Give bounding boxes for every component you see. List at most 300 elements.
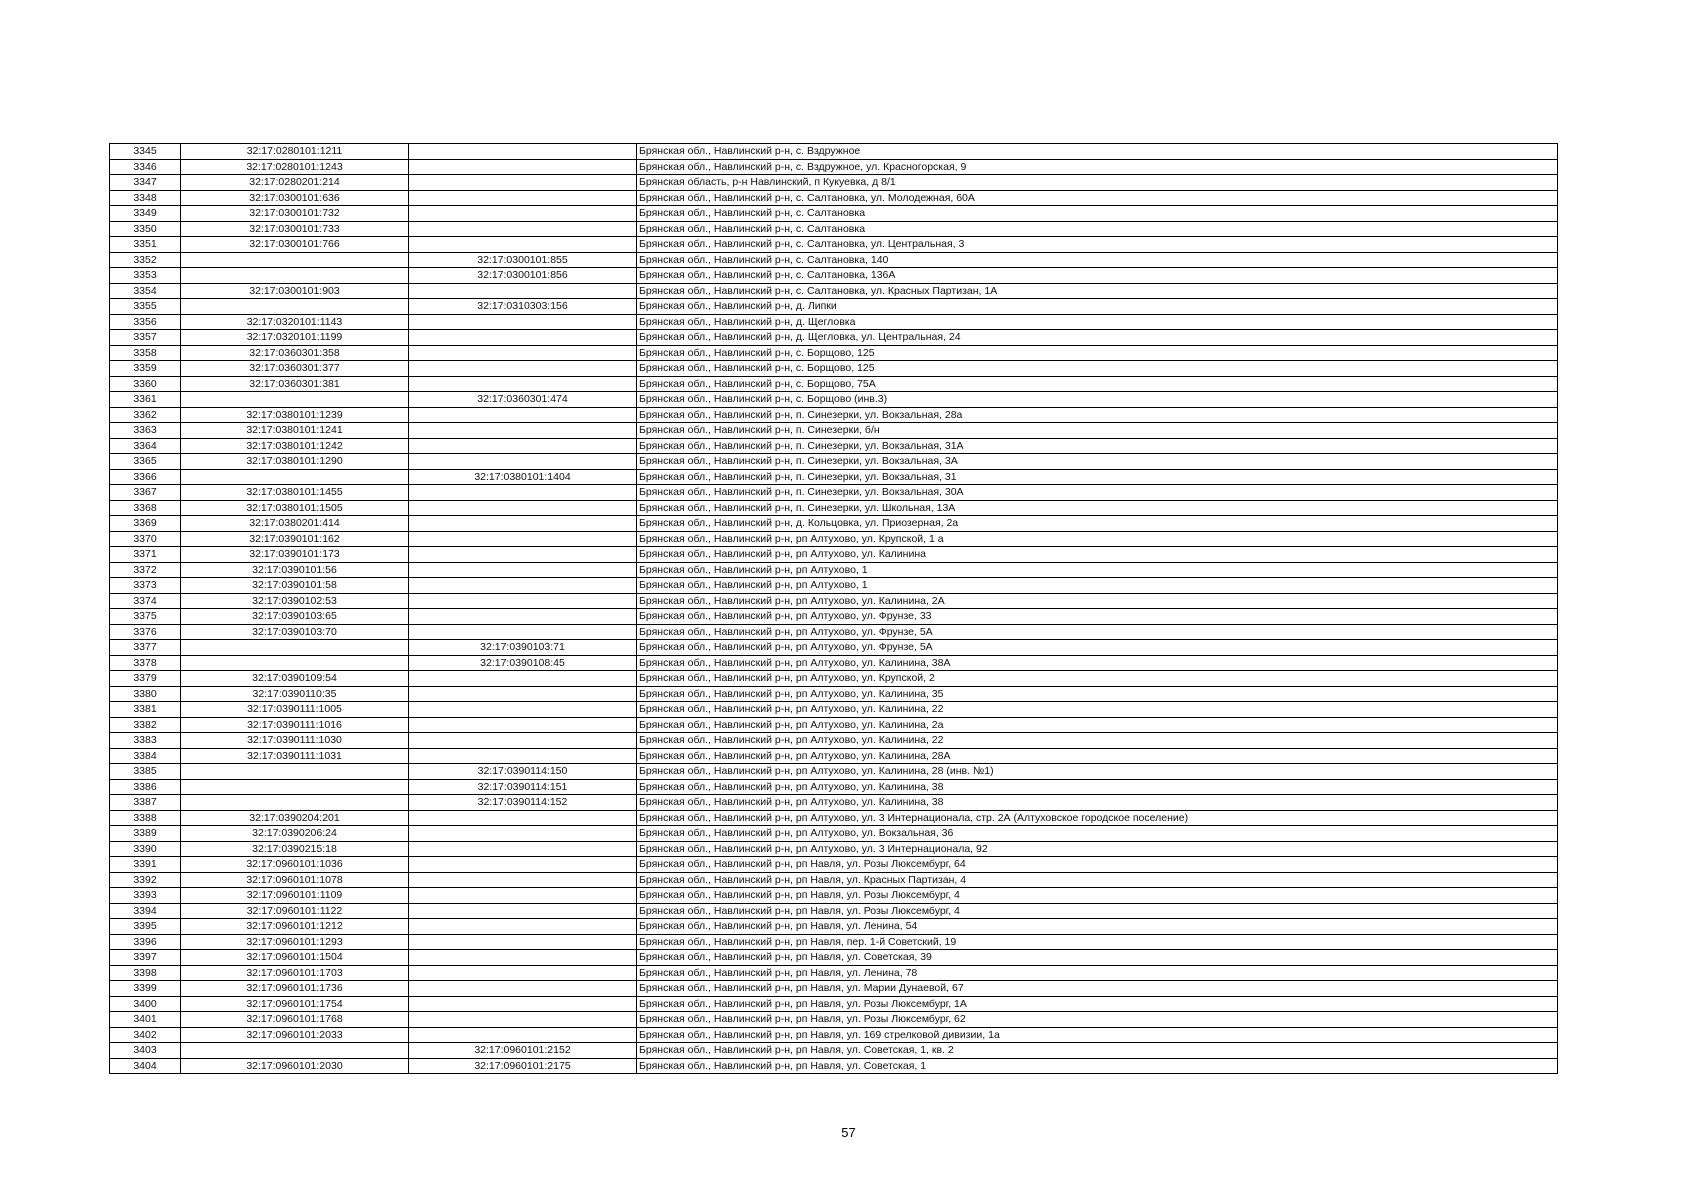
parcel-cadastral-number-cell: 32:17:0360301:474 bbox=[409, 392, 637, 408]
table-row bbox=[110, 330, 1558, 346]
parcel-cadastral-number-cell: 32:17:0390114:150 bbox=[409, 764, 637, 780]
table-row bbox=[110, 826, 1558, 842]
cadastral-number-cell: 32:17:0280201:214 bbox=[181, 175, 409, 191]
table-row bbox=[110, 252, 1558, 268]
row-number-cell: 3376 bbox=[110, 624, 181, 640]
row-number-cell: 3393 bbox=[110, 888, 181, 904]
row-number-cell: 3372 bbox=[110, 562, 181, 578]
table-row bbox=[110, 175, 1558, 191]
row-number-cell: 3404 bbox=[110, 1058, 181, 1074]
table-row bbox=[110, 469, 1558, 485]
cadastral-number-cell: 32:17:0380101:1505 bbox=[181, 500, 409, 516]
row-number-cell: 3356 bbox=[110, 314, 181, 330]
table-row bbox=[110, 888, 1558, 904]
address-cell: Брянская обл., Навлинский р-н, рп Навля, ул. Советская, 39 bbox=[637, 950, 1558, 966]
address-cell: Брянская обл., Навлинский р-н, рп Алтухово, ул. Фрунзе, 5А bbox=[637, 624, 1558, 640]
table-row bbox=[110, 268, 1558, 284]
address-cell: Брянская обл., Навлинский р-н, д. Щегловка, ул. Центральная, 24 bbox=[637, 330, 1558, 346]
address-cell: Брянская обл., Навлинский р-н, с. Борщово, 125 bbox=[637, 361, 1558, 377]
table-row bbox=[110, 950, 1558, 966]
table-row bbox=[110, 237, 1558, 253]
table-row bbox=[110, 1012, 1558, 1028]
parcel-cadastral-number-cell bbox=[409, 547, 637, 563]
cadastral-number-cell bbox=[181, 1043, 409, 1059]
row-number-cell: 3357 bbox=[110, 330, 181, 346]
row-number-cell: 3383 bbox=[110, 733, 181, 749]
parcel-cadastral-number-cell bbox=[409, 361, 637, 377]
row-number-cell: 3363 bbox=[110, 423, 181, 439]
cadastral-number-cell: 32:17:0360301:358 bbox=[181, 345, 409, 361]
row-number-cell: 3369 bbox=[110, 516, 181, 532]
row-number-cell: 3349 bbox=[110, 206, 181, 222]
row-number-cell: 3403 bbox=[110, 1043, 181, 1059]
address-cell: Брянская обл., Навлинский р-н, рп Навля, пер. 1-й Советский, 19 bbox=[637, 934, 1558, 950]
table-row bbox=[110, 717, 1558, 733]
cadastral-number-cell: 32:17:0960101:1036 bbox=[181, 857, 409, 873]
cadastral-number-cell: 32:17:0960101:1212 bbox=[181, 919, 409, 935]
table-row bbox=[110, 702, 1558, 718]
row-number-cell: 3351 bbox=[110, 237, 181, 253]
parcel-cadastral-number-cell bbox=[409, 1012, 637, 1028]
parcel-cadastral-number-cell bbox=[409, 144, 637, 160]
cadastral-number-cell: 32:17:0390215:18 bbox=[181, 841, 409, 857]
row-number-cell: 3364 bbox=[110, 438, 181, 454]
cadastral-number-cell: 32:17:0380101:1241 bbox=[181, 423, 409, 439]
parcel-cadastral-number-cell bbox=[409, 407, 637, 423]
address-cell: Брянская обл., Навлинский р-н, п. Синезерки, ул. Вокзальная, 28а bbox=[637, 407, 1558, 423]
row-number-cell: 3350 bbox=[110, 221, 181, 237]
cadastral-number-cell: 32:17:0390101:173 bbox=[181, 547, 409, 563]
parcel-cadastral-number-cell bbox=[409, 593, 637, 609]
parcel-cadastral-number-cell bbox=[409, 624, 637, 640]
table-row bbox=[110, 299, 1558, 315]
address-cell: Брянская обл., Навлинский р-н, д. Щегловка bbox=[637, 314, 1558, 330]
cadastral-number-cell: 32:17:0300101:903 bbox=[181, 283, 409, 299]
address-cell: Брянская обл., Навлинский р-н, рп Алтухово, ул. Калинина, 2А bbox=[637, 593, 1558, 609]
parcel-cadastral-number-cell bbox=[409, 810, 637, 826]
address-cell: Брянская обл., Навлинский р-н, рп Навля, ул. Розы Люксембург, 4 bbox=[637, 888, 1558, 904]
row-number-cell: 3365 bbox=[110, 454, 181, 470]
address-cell: Брянская обл., Навлинский р-н, рп Алтухово, ул. Калинина, 22 bbox=[637, 702, 1558, 718]
address-cell: Брянская обл., Навлинский р-н, рп Алтухово, ул. Крупской, 1 а bbox=[637, 531, 1558, 547]
row-number-cell: 3396 bbox=[110, 934, 181, 950]
parcel-cadastral-number-cell: 32:17:0300101:855 bbox=[409, 252, 637, 268]
address-cell: Брянская обл., Навлинский р-н, с. Борщово, 75А bbox=[637, 376, 1558, 392]
address-cell: Брянская обл., Навлинский р-н, рп Алтухово, 1 bbox=[637, 562, 1558, 578]
row-number-cell: 3366 bbox=[110, 469, 181, 485]
parcel-cadastral-number-cell: 32:17:0960101:2152 bbox=[409, 1043, 637, 1059]
parcel-cadastral-number-cell bbox=[409, 562, 637, 578]
address-cell: Брянская обл., Навлинский р-н, с. Борщово, 125 bbox=[637, 345, 1558, 361]
address-cell: Брянская обл., Навлинский р-н, рп Алтухово, ул. Вокзальная, 36 bbox=[637, 826, 1558, 842]
cadastral-number-cell: 32:17:0280101:1243 bbox=[181, 159, 409, 175]
parcel-cadastral-number-cell bbox=[409, 841, 637, 857]
table-body bbox=[110, 144, 1558, 1074]
row-number-cell: 3374 bbox=[110, 593, 181, 609]
address-cell: Брянская обл., Навлинский р-н, рп Алтухово, ул. Калинина, 35 bbox=[637, 686, 1558, 702]
row-number-cell: 3397 bbox=[110, 950, 181, 966]
row-number-cell: 3384 bbox=[110, 748, 181, 764]
cadastral-number-cell bbox=[181, 268, 409, 284]
row-number-cell: 3373 bbox=[110, 578, 181, 594]
table-row bbox=[110, 593, 1558, 609]
parcel-cadastral-number-cell bbox=[409, 454, 637, 470]
parcel-cadastral-number-cell bbox=[409, 702, 637, 718]
row-number-cell: 3392 bbox=[110, 872, 181, 888]
cadastral-number-cell bbox=[181, 764, 409, 780]
cadastral-number-cell: 32:17:0960101:1293 bbox=[181, 934, 409, 950]
address-cell: Брянская обл., Навлинский р-н, рп Алтухово, ул. Крупской, 2 bbox=[637, 671, 1558, 687]
cadastral-number-cell: 32:17:0380101:1242 bbox=[181, 438, 409, 454]
parcel-cadastral-number-cell bbox=[409, 903, 637, 919]
address-cell: Брянская обл., Навлинский р-н, рп Алтухово, 1 bbox=[637, 578, 1558, 594]
row-number-cell: 3362 bbox=[110, 407, 181, 423]
table-row bbox=[110, 609, 1558, 625]
parcel-cadastral-number-cell bbox=[409, 221, 637, 237]
table-row bbox=[110, 345, 1558, 361]
cadastral-number-cell bbox=[181, 655, 409, 671]
row-number-cell: 3389 bbox=[110, 826, 181, 842]
table-row bbox=[110, 779, 1558, 795]
row-number-cell: 3353 bbox=[110, 268, 181, 284]
address-cell: Брянская обл., Навлинский р-н, рп Алтухово, ул. Калинина, 38 bbox=[637, 779, 1558, 795]
address-cell: Брянская обл., Навлинский р-н, рп Алтухово, ул. 3 Интернационала, стр. 2А (Алтуховское городское поселение) bbox=[637, 810, 1558, 826]
cadastral-number-cell: 32:17:0390111:1016 bbox=[181, 717, 409, 733]
table-row bbox=[110, 454, 1558, 470]
table-row bbox=[110, 1027, 1558, 1043]
row-number-cell: 3352 bbox=[110, 252, 181, 268]
table-row bbox=[110, 872, 1558, 888]
parcel-cadastral-number-cell bbox=[409, 686, 637, 702]
table-row bbox=[110, 996, 1558, 1012]
parcel-cadastral-number-cell bbox=[409, 330, 637, 346]
table-row bbox=[110, 686, 1558, 702]
row-number-cell: 3360 bbox=[110, 376, 181, 392]
address-cell: Брянская обл., Навлинский р-н, рп Алтухово, ул. Калинина, 38 bbox=[637, 795, 1558, 811]
cadastral-number-cell bbox=[181, 392, 409, 408]
table-row bbox=[110, 547, 1558, 563]
cadastral-number-cell: 32:17:0300101:733 bbox=[181, 221, 409, 237]
parcel-cadastral-number-cell bbox=[409, 438, 637, 454]
parcel-cadastral-number-cell bbox=[409, 934, 637, 950]
table-row bbox=[110, 578, 1558, 594]
cadastral-number-cell: 32:17:0390111:1031 bbox=[181, 748, 409, 764]
parcel-cadastral-number-cell bbox=[409, 376, 637, 392]
row-number-cell: 3381 bbox=[110, 702, 181, 718]
parcel-cadastral-number-cell: 32:17:0390103:71 bbox=[409, 640, 637, 656]
cadastral-number-cell: 32:17:0320101:1199 bbox=[181, 330, 409, 346]
address-cell: Брянская обл., Навлинский р-н, с. Вздружное bbox=[637, 144, 1558, 160]
parcel-cadastral-number-cell: 32:17:0960101:2175 bbox=[409, 1058, 637, 1074]
table-row bbox=[110, 392, 1558, 408]
address-cell: Брянская обл., Навлинский р-н, с. Салтановка, ул. Красных Партизан, 1А bbox=[637, 283, 1558, 299]
parcel-cadastral-number-cell bbox=[409, 888, 637, 904]
cadastral-number-cell bbox=[181, 469, 409, 485]
address-cell: Брянская обл., Навлинский р-н, с. Салтановка, 136А bbox=[637, 268, 1558, 284]
row-number-cell: 3377 bbox=[110, 640, 181, 656]
table-row bbox=[110, 500, 1558, 516]
address-cell: Брянская обл., Навлинский р-н, рп Навля, ул. Розы Люксембург, 4 bbox=[637, 903, 1558, 919]
table-row bbox=[110, 857, 1558, 873]
row-number-cell: 3380 bbox=[110, 686, 181, 702]
parcel-cadastral-number-cell bbox=[409, 516, 637, 532]
row-number-cell: 3347 bbox=[110, 175, 181, 191]
table-row bbox=[110, 655, 1558, 671]
table-row bbox=[110, 965, 1558, 981]
table-row bbox=[110, 981, 1558, 997]
address-cell: Брянская обл., Навлинский р-н, с. Борщово (инв.3) bbox=[637, 392, 1558, 408]
address-cell: Брянская обл., Навлинский р-н, п. Синезерки, ул. Вокзальная, 31 bbox=[637, 469, 1558, 485]
parcel-cadastral-number-cell bbox=[409, 175, 637, 191]
address-cell: Брянская обл., Навлинский р-н, рп Алтухово, ул. Калинина, 38А bbox=[637, 655, 1558, 671]
cadastral-number-cell bbox=[181, 795, 409, 811]
address-cell: Брянская обл., Навлинский р-н, с. Салтановка, ул. Молодежная, 60А bbox=[637, 190, 1558, 206]
address-cell: Брянская обл., Навлинский р-н, рп Навля, ул. Советская, 1, кв. 2 bbox=[637, 1043, 1558, 1059]
address-cell: Брянская обл., Навлинский р-н, рп Алтухово, ул. 3 Интернационала, 92 bbox=[637, 841, 1558, 857]
address-cell: Брянская обл., Навлинский р-н, рп Алтухово, ул. Калинина, 28А bbox=[637, 748, 1558, 764]
row-number-cell: 3395 bbox=[110, 919, 181, 935]
address-cell: Брянская обл., Навлинский р-н, рп Навля, ул. Розы Люксембург, 1А bbox=[637, 996, 1558, 1012]
row-number-cell: 3398 bbox=[110, 965, 181, 981]
row-number-cell: 3370 bbox=[110, 531, 181, 547]
address-cell: Брянская обл., Навлинский р-н, д. Липки bbox=[637, 299, 1558, 315]
address-cell: Брянская обл., Навлинский р-н, с. Салтановка bbox=[637, 206, 1558, 222]
parcel-cadastral-number-cell bbox=[409, 965, 637, 981]
table-row bbox=[110, 562, 1558, 578]
address-cell: Брянская обл., Навлинский р-н, с. Салтановка bbox=[637, 221, 1558, 237]
address-cell: Брянская обл., Навлинский р-н, рп Алтухово, ул. Калинина bbox=[637, 547, 1558, 563]
row-number-cell: 3399 bbox=[110, 981, 181, 997]
row-number-cell: 3388 bbox=[110, 810, 181, 826]
address-cell: Брянская обл., Навлинский р-н, рп Алтухово, ул. Калинина, 28 (инв. №1) bbox=[637, 764, 1558, 780]
row-number-cell: 3391 bbox=[110, 857, 181, 873]
table-row bbox=[110, 314, 1558, 330]
parcel-cadastral-number-cell bbox=[409, 857, 637, 873]
row-number-cell: 3375 bbox=[110, 609, 181, 625]
cadastral-number-cell: 32:17:0320101:1143 bbox=[181, 314, 409, 330]
parcel-cadastral-number-cell bbox=[409, 578, 637, 594]
cadastral-number-cell: 32:17:0390103:70 bbox=[181, 624, 409, 640]
cadastral-number-cell: 32:17:0300101:636 bbox=[181, 190, 409, 206]
row-number-cell: 3394 bbox=[110, 903, 181, 919]
table-row bbox=[110, 640, 1558, 656]
cadastral-number-cell: 32:17:0380101:1455 bbox=[181, 485, 409, 501]
row-number-cell: 3354 bbox=[110, 283, 181, 299]
row-number-cell: 3361 bbox=[110, 392, 181, 408]
cadastral-number-cell: 32:17:0390109:54 bbox=[181, 671, 409, 687]
row-number-cell: 3387 bbox=[110, 795, 181, 811]
parcel-cadastral-number-cell bbox=[409, 748, 637, 764]
cadastral-number-cell: 32:17:0360301:381 bbox=[181, 376, 409, 392]
cadastral-number-cell: 32:17:0380101:1290 bbox=[181, 454, 409, 470]
row-number-cell: 3400 bbox=[110, 996, 181, 1012]
parcel-cadastral-number-cell bbox=[409, 1027, 637, 1043]
address-cell: Брянская обл., Навлинский р-н, п. Синезерки, ул. Школьная, 13А bbox=[637, 500, 1558, 516]
parcel-cadastral-number-cell bbox=[409, 190, 637, 206]
cadastral-number-cell: 32:17:0960101:2033 bbox=[181, 1027, 409, 1043]
parcel-cadastral-number-cell bbox=[409, 996, 637, 1012]
row-number-cell: 3378 bbox=[110, 655, 181, 671]
table-row bbox=[110, 516, 1558, 532]
property-register-table bbox=[109, 143, 1558, 1074]
cadastral-number-cell: 32:17:0390102:53 bbox=[181, 593, 409, 609]
cadastral-number-cell: 32:17:0380201:414 bbox=[181, 516, 409, 532]
parcel-cadastral-number-cell bbox=[409, 206, 637, 222]
table-row bbox=[110, 376, 1558, 392]
parcel-cadastral-number-cell bbox=[409, 485, 637, 501]
parcel-cadastral-number-cell bbox=[409, 423, 637, 439]
cadastral-number-cell: 32:17:0960101:1754 bbox=[181, 996, 409, 1012]
address-cell: Брянская обл., Навлинский р-н, с. Салтановка, 140 bbox=[637, 252, 1558, 268]
cadastral-number-cell bbox=[181, 640, 409, 656]
table-row bbox=[110, 485, 1558, 501]
cadastral-number-cell: 32:17:0390206:24 bbox=[181, 826, 409, 842]
address-cell: Брянская область, р-н Навлинский, п Кукуевка, д 8/1 bbox=[637, 175, 1558, 191]
parcel-cadastral-number-cell bbox=[409, 671, 637, 687]
address-cell: Брянская обл., Навлинский р-н, рп Алтухово, ул. Фрунзе, 5А bbox=[637, 640, 1558, 656]
row-number-cell: 3386 bbox=[110, 779, 181, 795]
table-row bbox=[110, 361, 1558, 377]
cadastral-number-cell: 32:17:0390101:162 bbox=[181, 531, 409, 547]
table-row bbox=[110, 531, 1558, 547]
cadastral-number-cell: 32:17:0960101:1109 bbox=[181, 888, 409, 904]
row-number-cell: 3390 bbox=[110, 841, 181, 857]
address-cell: Брянская обл., Навлинский р-н, рп Алтухово, ул. Калинина, 22 bbox=[637, 733, 1558, 749]
parcel-cadastral-number-cell bbox=[409, 609, 637, 625]
address-cell: Брянская обл., Навлинский р-н, п. Синезерки, ул. Вокзальная, 31А bbox=[637, 438, 1558, 454]
table-row bbox=[110, 221, 1558, 237]
address-cell: Брянская обл., Навлинский р-н, рп Алтухово, ул. Калинина, 2а bbox=[637, 717, 1558, 733]
parcel-cadastral-number-cell bbox=[409, 345, 637, 361]
cadastral-number-cell: 32:17:0300101:732 bbox=[181, 206, 409, 222]
address-cell: Брянская обл., Навлинский р-н, рп Навля, ул. Ленина, 54 bbox=[637, 919, 1558, 935]
address-cell: Брянская обл., Навлинский р-н, с. Вздружное, ул. Красногорская, 9 bbox=[637, 159, 1558, 175]
cadastral-number-cell: 32:17:0960101:1768 bbox=[181, 1012, 409, 1028]
cadastral-number-cell: 32:17:0380101:1239 bbox=[181, 407, 409, 423]
parcel-cadastral-number-cell bbox=[409, 717, 637, 733]
parcel-cadastral-number-cell bbox=[409, 919, 637, 935]
parcel-cadastral-number-cell: 32:17:0380101:1404 bbox=[409, 469, 637, 485]
table-row bbox=[110, 438, 1558, 454]
table-row bbox=[110, 283, 1558, 299]
address-cell: Брянская обл., Навлинский р-н, рп Алтухово, ул. Фрунзе, 33 bbox=[637, 609, 1558, 625]
row-number-cell: 3382 bbox=[110, 717, 181, 733]
table-row bbox=[110, 1043, 1558, 1059]
parcel-cadastral-number-cell bbox=[409, 950, 637, 966]
row-number-cell: 3359 bbox=[110, 361, 181, 377]
table-row bbox=[110, 841, 1558, 857]
parcel-cadastral-number-cell bbox=[409, 314, 637, 330]
table-row bbox=[110, 144, 1558, 160]
parcel-cadastral-number-cell: 32:17:0300101:856 bbox=[409, 268, 637, 284]
row-number-cell: 3358 bbox=[110, 345, 181, 361]
row-number-cell: 3368 bbox=[110, 500, 181, 516]
table-row bbox=[110, 764, 1558, 780]
table-row bbox=[110, 795, 1558, 811]
table-row bbox=[110, 423, 1558, 439]
table-row bbox=[110, 671, 1558, 687]
table-row bbox=[110, 903, 1558, 919]
row-number-cell: 3401 bbox=[110, 1012, 181, 1028]
table-row bbox=[110, 206, 1558, 222]
table-row bbox=[110, 407, 1558, 423]
address-cell: Брянская обл., Навлинский р-н, д. Кольцовка, ул. Приозерная, 2а bbox=[637, 516, 1558, 532]
cadastral-number-cell: 32:17:0390101:58 bbox=[181, 578, 409, 594]
address-cell: Брянская обл., Навлинский р-н, рп Навля, ул. Розы Люксембург, 64 bbox=[637, 857, 1558, 873]
row-number-cell: 3355 bbox=[110, 299, 181, 315]
cadastral-number-cell: 32:17:0960101:1504 bbox=[181, 950, 409, 966]
cadastral-number-cell: 32:17:0960101:1122 bbox=[181, 903, 409, 919]
row-number-cell: 3402 bbox=[110, 1027, 181, 1043]
row-number-cell: 3348 bbox=[110, 190, 181, 206]
table-row bbox=[110, 733, 1558, 749]
parcel-cadastral-number-cell bbox=[409, 826, 637, 842]
parcel-cadastral-number-cell bbox=[409, 981, 637, 997]
table-row bbox=[110, 159, 1558, 175]
cadastral-number-cell: 32:17:0390111:1030 bbox=[181, 733, 409, 749]
row-number-cell: 3367 bbox=[110, 485, 181, 501]
row-number-cell: 3345 bbox=[110, 144, 181, 160]
parcel-cadastral-number-cell: 32:17:0390114:152 bbox=[409, 795, 637, 811]
parcel-cadastral-number-cell bbox=[409, 733, 637, 749]
table-row bbox=[110, 190, 1558, 206]
cadastral-number-cell: 32:17:0390110:35 bbox=[181, 686, 409, 702]
address-cell: Брянская обл., Навлинский р-н, рп Навля, ул. Марии Дунаевой, 67 bbox=[637, 981, 1558, 997]
address-cell: Брянская обл., Навлинский р-н, п. Синезерки, ул. Вокзальная, 30А bbox=[637, 485, 1558, 501]
address-cell: Брянская обл., Навлинский р-н, рп Навля, ул. 169 стрелковой дивизии, 1а bbox=[637, 1027, 1558, 1043]
row-number-cell: 3346 bbox=[110, 159, 181, 175]
address-cell: Брянская обл., Навлинский р-н, рп Навля, ул. Советская, 1 bbox=[637, 1058, 1558, 1074]
parcel-cadastral-number-cell: 32:17:0390108:45 bbox=[409, 655, 637, 671]
cadastral-number-cell: 32:17:0960101:1703 bbox=[181, 965, 409, 981]
cadastral-number-cell: 32:17:0960101:2030 bbox=[181, 1058, 409, 1074]
cadastral-number-cell: 32:17:0390103:65 bbox=[181, 609, 409, 625]
address-cell: Брянская обл., Навлинский р-н, рп Навля, ул. Розы Люксембург, 62 bbox=[637, 1012, 1558, 1028]
cadastral-number-cell: 32:17:0390101:56 bbox=[181, 562, 409, 578]
cadastral-number-cell bbox=[181, 252, 409, 268]
parcel-cadastral-number-cell bbox=[409, 159, 637, 175]
parcel-cadastral-number-cell bbox=[409, 872, 637, 888]
table-row bbox=[110, 748, 1558, 764]
parcel-cadastral-number-cell: 32:17:0390114:151 bbox=[409, 779, 637, 795]
cadastral-number-cell bbox=[181, 299, 409, 315]
cadastral-number-cell bbox=[181, 779, 409, 795]
parcel-cadastral-number-cell bbox=[409, 500, 637, 516]
address-cell: Брянская обл., Навлинский р-н, п. Синезерки, ул. Вокзальная, 3А bbox=[637, 454, 1558, 470]
parcel-cadastral-number-cell bbox=[409, 531, 637, 547]
row-number-cell: 3371 bbox=[110, 547, 181, 563]
row-number-cell: 3379 bbox=[110, 671, 181, 687]
cadastral-number-cell: 32:17:0300101:766 bbox=[181, 237, 409, 253]
cadastral-number-cell: 32:17:0360301:377 bbox=[181, 361, 409, 377]
parcel-cadastral-number-cell bbox=[409, 237, 637, 253]
cadastral-number-cell: 32:17:0390111:1005 bbox=[181, 702, 409, 718]
row-number-cell: 3385 bbox=[110, 764, 181, 780]
table-row bbox=[110, 934, 1558, 950]
table-row bbox=[110, 1058, 1558, 1074]
address-cell: Брянская обл., Навлинский р-н, рп Навля, ул. Ленина, 78 bbox=[637, 965, 1558, 981]
page-number: 57 bbox=[841, 1125, 856, 1140]
address-cell: Брянская обл., Навлинский р-н, п. Синезерки, б/н bbox=[637, 423, 1558, 439]
parcel-cadastral-number-cell: 32:17:0310303:156 bbox=[409, 299, 637, 315]
table-row bbox=[110, 810, 1558, 826]
address-cell: Брянская обл., Навлинский р-н, рп Навля, ул. Красных Партизан, 4 bbox=[637, 872, 1558, 888]
address-cell: Брянская обл., Навлинский р-н, с. Салтановка, ул. Центральная, 3 bbox=[637, 237, 1558, 253]
parcel-cadastral-number-cell bbox=[409, 283, 637, 299]
cadastral-number-cell: 32:17:0960101:1736 bbox=[181, 981, 409, 997]
table-row bbox=[110, 624, 1558, 640]
cadastral-number-cell: 32:17:0960101:1078 bbox=[181, 872, 409, 888]
